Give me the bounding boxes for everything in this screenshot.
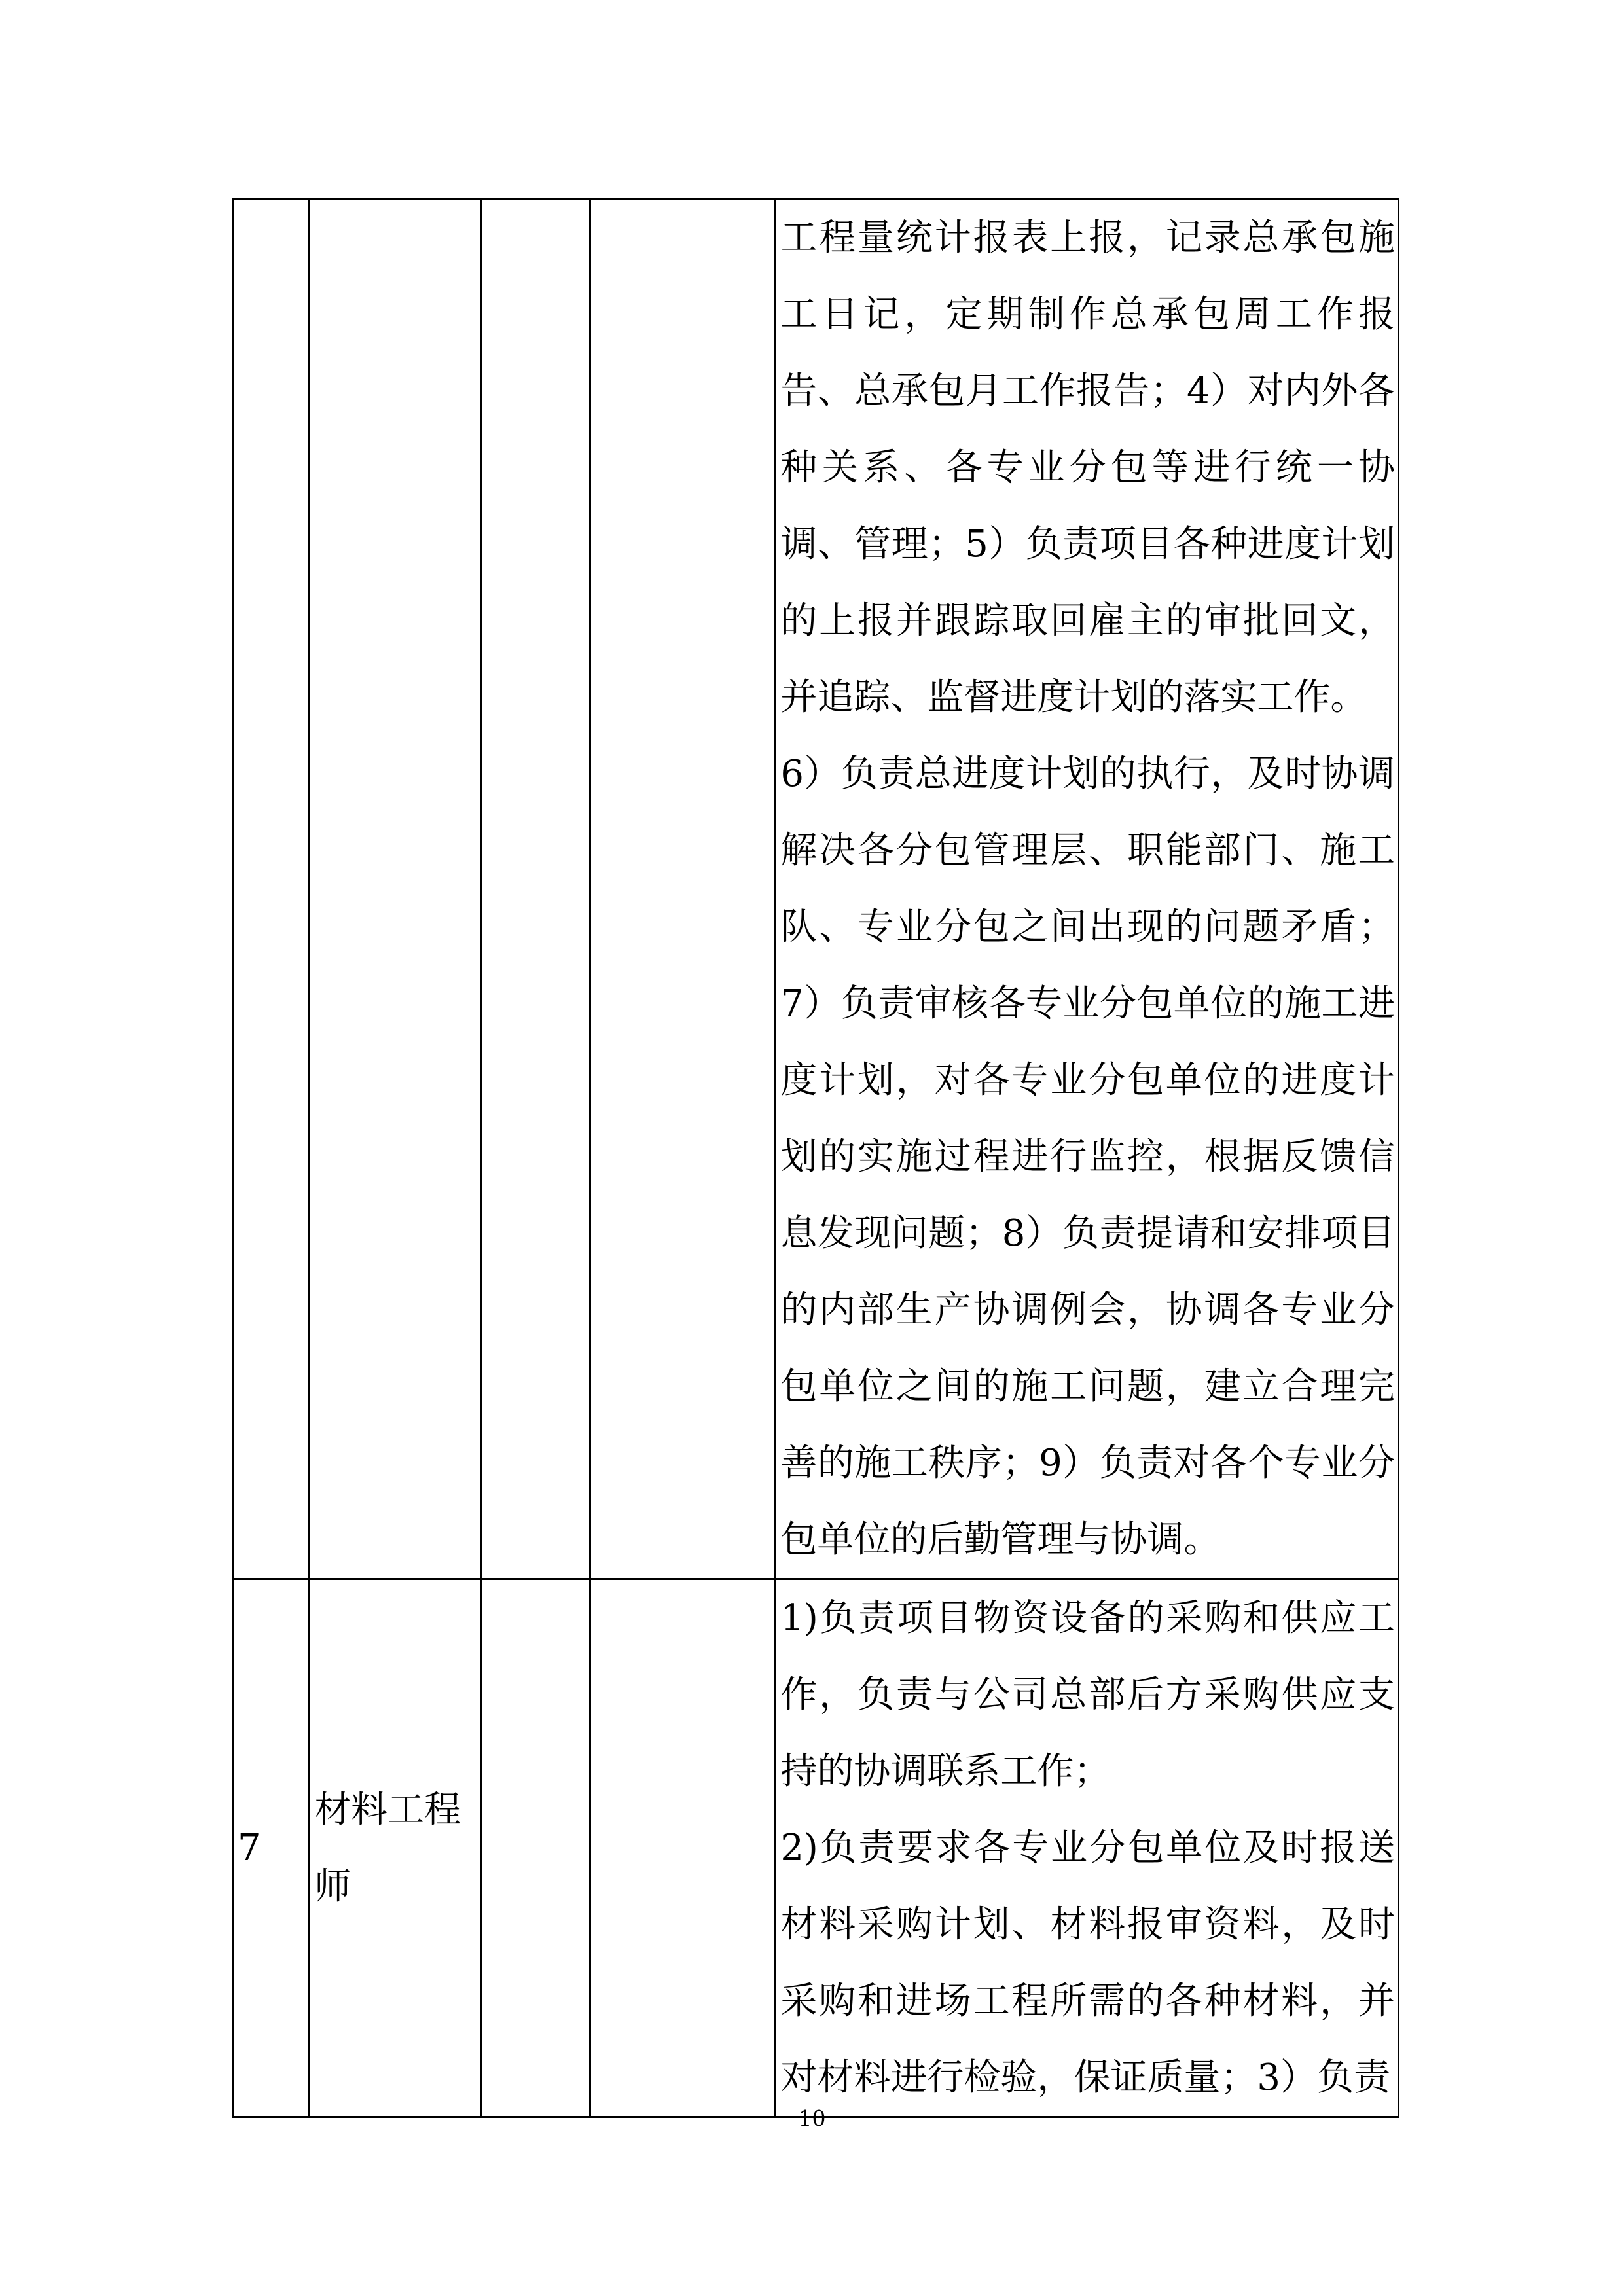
empty-cell	[481, 199, 590, 1579]
post-cell	[310, 199, 481, 1579]
row-number-cell	[233, 199, 310, 1579]
post-cell	[310, 1579, 481, 2117]
post-name: 材料工程师	[314, 1788, 461, 1908]
empty-cell	[590, 1579, 775, 2117]
duty-paragraph: 2)负责要求各专业分包单位及时报送材料采购计划、材料报审资料，及时采购和进场工程所需的各种材料，并对材料进行检验，保证质量；3）负责	[780, 1827, 1395, 2099]
duty-text	[776, 200, 1398, 1578]
duty-text	[776, 1580, 1398, 2116]
page-number: 10	[798, 2106, 826, 2131]
empty-cell	[590, 199, 775, 1579]
duty-paragraph: 6）负责总进度计划的执行，及时协调解决各分包管理层、职能部门、施工队、专业分包之间出现的问题矛盾；7）负责审核各专业分包单位的施工进度计划，对各专业分包单位的进度计划的实施过程进行监控，根据反馈信息发现问题；8）负责提请和安排项目的内部生产协调例会，协调各专业分包单位之间的施工问题，建立合理完善的施工秩序；9）负责对各个专业分包单位的后勤管理与协调。	[780, 753, 1395, 1561]
table-row	[233, 199, 1399, 1579]
duty-paragraph: 工程量统计报表上报，记录总承包施工日记，定期制作总承包周工作报告、总承包月工作报告；4）对内外各种关系、各专业分包等进行统一协调、管理；5）负责项目各种进度计划的上报并跟踪取回雇主的审批回文，并追踪、监督进度计划的落实工作。	[780, 217, 1395, 719]
duty-cell	[776, 199, 1399, 1579]
row-number: 7	[238, 1826, 261, 1869]
table-row	[233, 1579, 1399, 2117]
empty-cell	[481, 1579, 590, 2117]
duty-cell	[776, 1579, 1399, 2117]
responsibility-table	[232, 198, 1399, 2118]
row-number-cell	[233, 1579, 310, 2117]
duty-paragraph: 1)负责项目物资设备的采购和供应工作，负责与公司总部后方采购供应支持的协调联系工作；	[780, 1597, 1395, 1793]
